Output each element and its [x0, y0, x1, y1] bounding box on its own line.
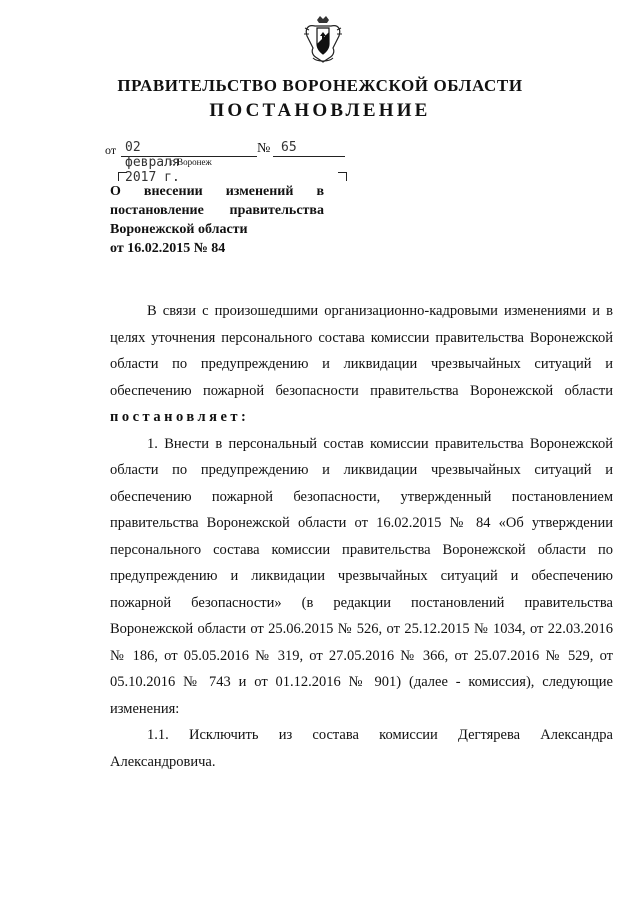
- subject-line: от 16.02.2015 № 84: [110, 241, 226, 256]
- decree-word: постановляет:: [110, 409, 250, 425]
- item-1-1-paragraph: 1.1. Исключить из состава комиссии Дегтярева Александра Александровича.: [110, 727, 613, 770]
- city-label: г. Воронеж: [170, 157, 212, 167]
- organization-name: ПРАВИТЕЛЬСТВО ВОРОНЕЖСКОЙ ОБЛАСТИ: [117, 76, 523, 95]
- document-subject: [110, 182, 324, 258]
- item-1-paragraph: 1. Внести в персональный состав комиссии правительства Воронежской области по предупреждению и ликвидации чрезвычайных ситуаций и обеспечению пожарной безопасности, утвержденный постановлением правительства Воронежской области от 16.02.2015 № 84 «Об утверждении персонального состава комиссии правительства Воронежской области по предупреждению и ликвидации чрезвычайных ситуаций и обеспечению пожарной безопасности» (в редакции постановлений правительства Воронежской области от 25.06.2015 № 526, от 25.12.2015 № 1034, от 22.03.2016 № 186, от 05.05.2016 № 319, от 27.05.2016 № 366, от 25.07.2016 № 529, от 05.10.2016 № 743 и от 01.12.2016 № 901) (далее - комиссия), следующие изменения:: [110, 435, 613, 717]
- coat-of-arms-icon: [303, 14, 343, 66]
- subject-line: постановление правительства: [110, 203, 324, 218]
- preamble-paragraph: [110, 298, 613, 431]
- number-underline: [273, 156, 345, 157]
- date-from-label: от: [105, 143, 117, 157]
- subject-corner-left: [118, 172, 127, 181]
- preamble-text: В связи с произошедшими организационно-кадровыми изменениями и в целях уточнения персонального состава комиссии правительства Воронежской области по предупреждению и ликвидации чрезвычайных ситуаций и обеспечению пожарной безопасности правительства Воронежской области: [110, 303, 613, 399]
- document-number: 65: [281, 140, 297, 155]
- subject-corner-right: [338, 172, 347, 181]
- document-type: ПОСТАНОВЛЕНИЕ: [209, 100, 431, 121]
- number-label: №: [257, 141, 271, 156]
- document-body: [110, 298, 613, 775]
- subject-line: Воронежской области: [110, 222, 248, 237]
- document-date: 02 февраля 2017 г.: [125, 140, 180, 185]
- subject-line: О внесении изменений в: [110, 184, 324, 199]
